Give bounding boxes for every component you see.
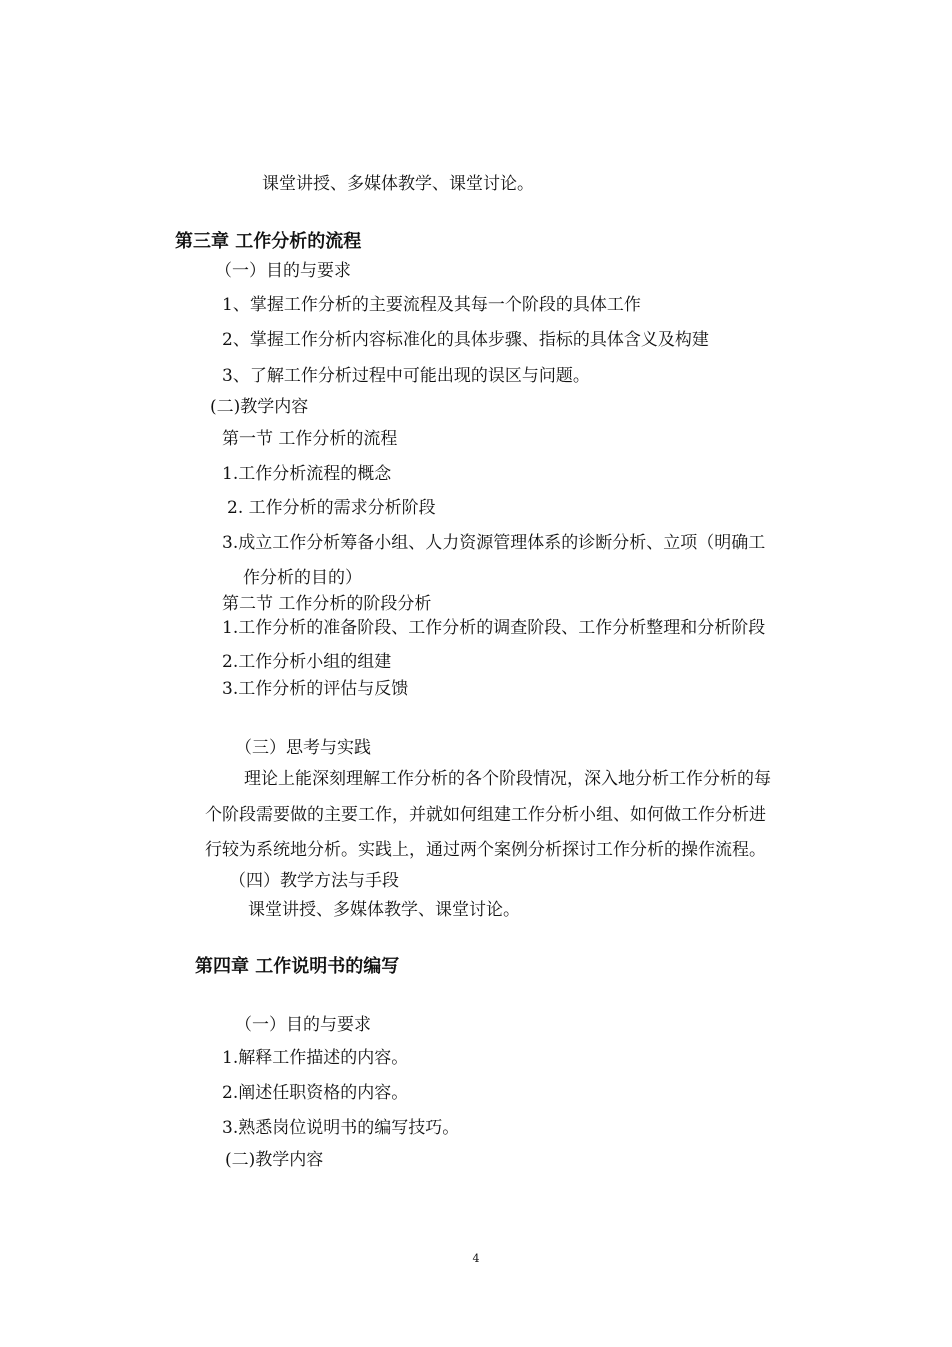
paragraph-line: 行较为系统地分析。实践上，通过两个案例分析探讨工作分析的操作流程。: [205, 840, 766, 860]
section-heading: （一）目的与要求: [215, 261, 351, 281]
section-heading: (二)教学内容: [225, 1150, 324, 1170]
section-heading: (二)教学内容: [210, 397, 309, 417]
section-heading: （一）目的与要求: [235, 1015, 371, 1035]
list-item: 2. 工作分析的需求分析阶段: [227, 498, 436, 518]
method-text: 课堂讲授、多媒体教学、课堂讨论。: [248, 900, 520, 920]
subsection-heading: 第一节 工作分析的流程: [222, 429, 398, 449]
list-item: 1.工作分析的准备阶段、工作分析的调查阶段、工作分析整理和分析阶段: [222, 618, 766, 638]
chapter-3-title: 第三章 工作分析的流程: [175, 231, 362, 252]
list-item: 3.工作分析的评估与反馈: [222, 679, 409, 699]
list-item: 3.熟悉岗位说明书的编写技巧。: [222, 1118, 460, 1138]
page-number: 4: [472, 1252, 480, 1265]
list-item: 3.成立工作分析筹备小组、人力资源管理体系的诊断分析、立项（明确工: [222, 533, 766, 553]
chapter-4-title: 第四章 工作说明书的编写: [195, 956, 400, 977]
section-heading: （四）教学方法与手段: [229, 871, 399, 891]
list-item: 1、掌握工作分析的主要流程及其每一个阶段的具体工作: [222, 295, 641, 315]
list-item: 3、了解工作分析过程中可能出现的误区与问题。: [222, 366, 590, 386]
list-item: 1.解释工作描述的内容。: [222, 1048, 409, 1068]
paragraph-line: 理论上能深刻理解工作分析的各个阶段情况，深入地分析工作分析的每: [244, 769, 771, 789]
list-item: 1.工作分析流程的概念: [222, 464, 392, 484]
list-item: 2.工作分析小组的组建: [222, 652, 392, 672]
list-item: 2.阐述任职资格的内容。: [222, 1083, 409, 1103]
list-item-continuation: 作分析的目的）: [243, 568, 362, 588]
section-heading: （三）思考与实践: [235, 738, 371, 758]
method-text: 课堂讲授、多媒体教学、课堂讨论。: [262, 174, 534, 194]
paragraph-line: 个阶段需要做的主要工作，并就如何组建工作分析小组、如何做工作分析进: [205, 805, 766, 825]
list-item: 2、掌握工作分析内容标准化的具体步骤、指标的具体含义及构建: [222, 330, 709, 350]
subsection-heading: 第二节 工作分析的阶段分析: [222, 594, 432, 614]
